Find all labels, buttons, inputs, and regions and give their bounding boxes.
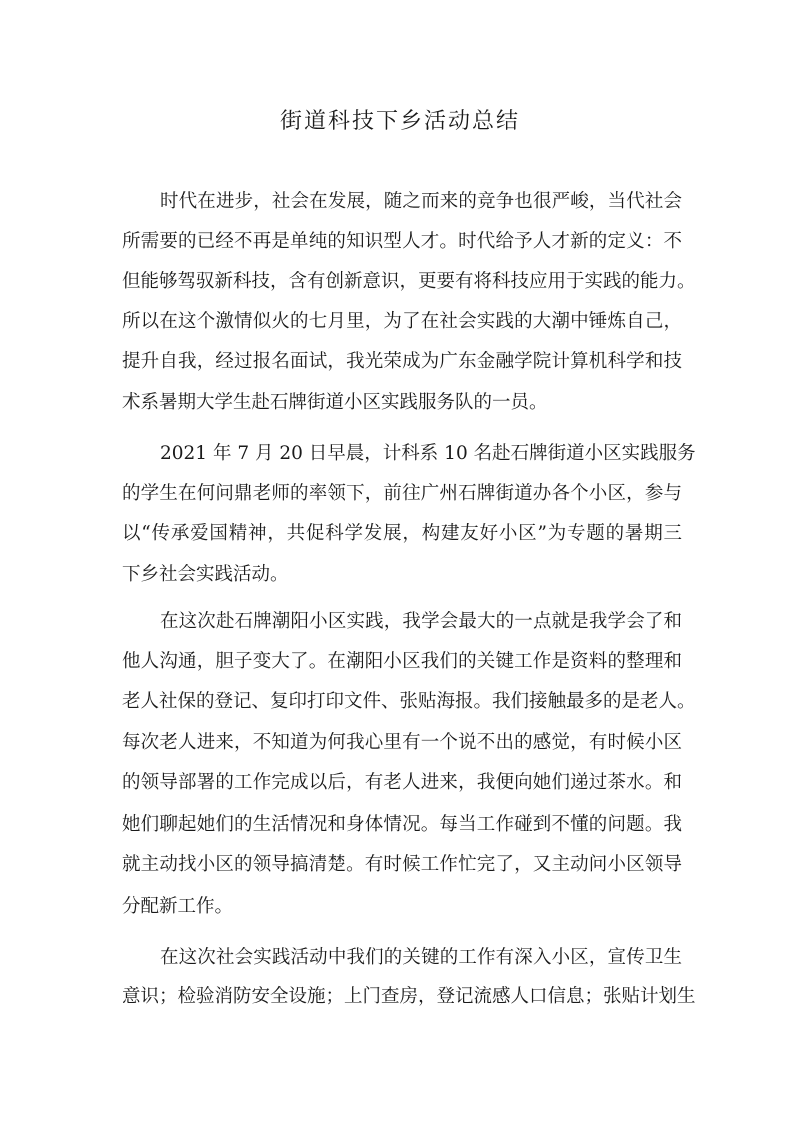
- paragraph-1-line-1: 时代在进步，社会在发展，随之而来的竞争也很严峻，当代社会: [160, 191, 682, 212]
- document-title: 街道科技下乡活动总结: [279, 109, 520, 134]
- paragraph-3-line-4: 每次老人进来，不知道为何我心里有一个说不出的感觉，有时候小区: [122, 732, 682, 753]
- paragraph-2-line-4: 下乡社会实践活动。: [122, 564, 289, 585]
- paragraph-2-line-1: 2021 年 7 月 20 日早晨，计科系 10 名赴石牌街道小区实践服务: [160, 443, 696, 464]
- paragraph-4-line-1: 在这次社会实践活动中我们的关键的工作有深入小区，宣传卫生: [160, 947, 682, 968]
- paragraph-3-line-3: 老人社保的登记、复印打印文件、张贴海报。我们接触最多的是老人。: [122, 691, 696, 712]
- paragraph-1-line-4: 所以在这个激情似火的七月里，为了在社会实践的大潮中锤炼自己，: [122, 311, 682, 332]
- paragraph-1-line-2: 所需要的已经不再是单纯的知识型人才。时代给予人才新的定义：不: [122, 231, 682, 252]
- paragraph-2-line-3: 以“传承爱国精神，共促科学发展，构建友好小区”为专题的暑期三: [122, 523, 682, 544]
- paragraph-1-line-3: 但能够驾驭新科技，含有创新意识，更要有将科技应用于实践的能力。: [122, 271, 696, 292]
- paragraph-3-line-5: 的领导部署的工作完成以后，有老人进来，我便向她们递过茶水。和: [122, 772, 682, 793]
- paragraph-3-line-6: 她们聊起她们的生活情况和身体情况。每当工作碰到不懂的问题。我: [122, 814, 682, 835]
- paragraph-1-line-6: 术系暑期大学生赴石牌街道小区实践服务队的一员。: [122, 392, 548, 413]
- paragraph-3-line-1: 在这次赴石牌潮阳小区实践，我学会最大的一点就是我学会了和: [160, 611, 682, 632]
- paragraph-1-line-5: 提升自我，经过报名面试，我光荣成为广东金融学院计算机科学和技: [122, 351, 682, 372]
- paragraph-3-line-8: 分配新工作。: [122, 896, 234, 917]
- paragraph-3-line-7: 就主动找小区的领导搞清楚。有时候工作忙完了，又主动问小区领导: [122, 854, 682, 875]
- paragraph-4-line-2: 意识；检验消防安全设施；上门查房，登记流感人口信息；张贴计划生: [122, 986, 696, 1007]
- paragraph-2-line-2: 的学生在何问鼎老师的率领下，前往广州石牌街道办各个小区，参与: [122, 483, 682, 504]
- paragraph-3-line-2: 他人沟通，胆子变大了。在潮阳小区我们的关键工作是资料的整理和: [122, 651, 682, 672]
